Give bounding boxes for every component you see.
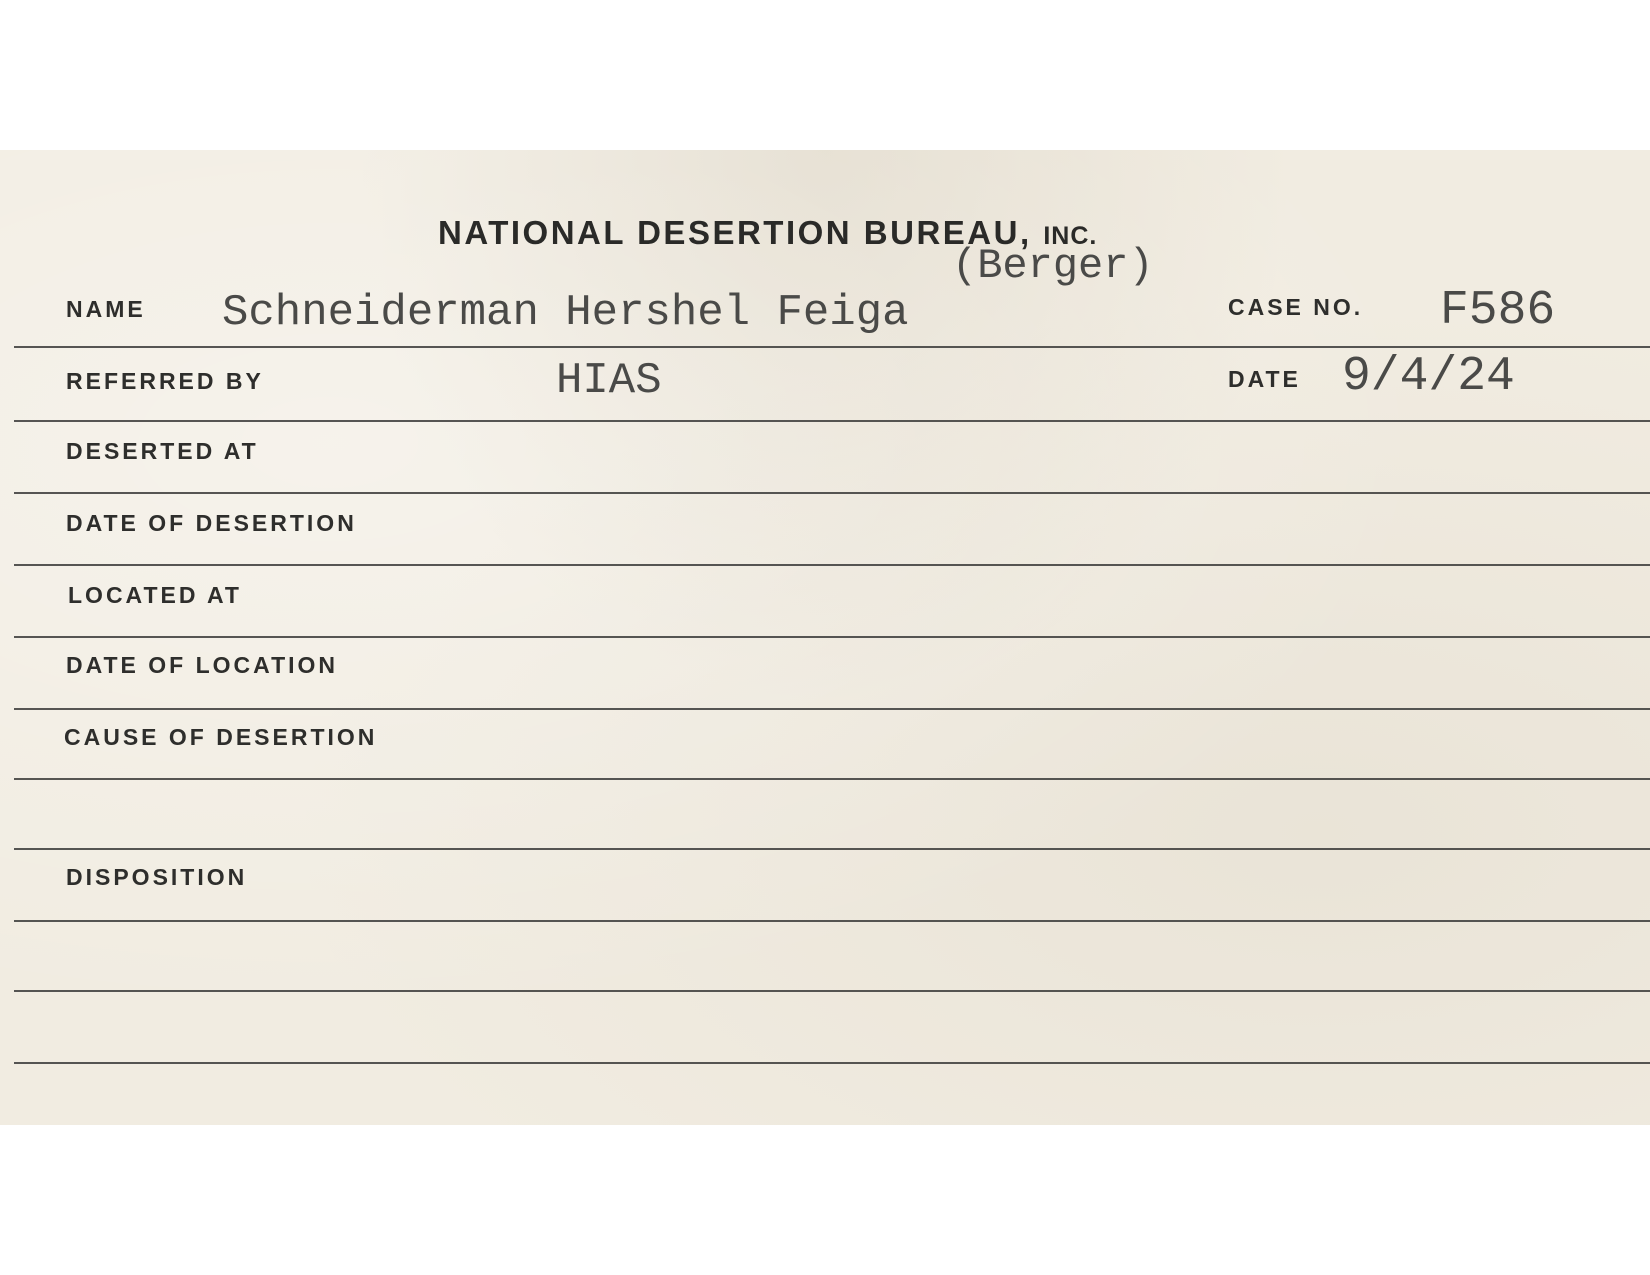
card-title-suffix: INC. (1043, 222, 1098, 250)
referred-by-value: HIAS (556, 356, 662, 406)
rule-date-of-desertion (14, 564, 1650, 566)
rule-blank-1 (14, 848, 1650, 850)
date-value: 9/4/24 (1342, 350, 1515, 404)
rule-disposition (14, 920, 1650, 922)
case-no-label: CASE NO. (1228, 294, 1364, 320)
cause-of-desertion-label: CAUSE OF DESERTION (64, 724, 378, 750)
rule-blank-3 (14, 1062, 1650, 1064)
rule-name (14, 346, 1650, 348)
rule-date-of-location (14, 708, 1650, 710)
card-title-text: NATIONAL DESERTION BUREAU, (438, 214, 1032, 251)
index-card (0, 150, 1650, 1125)
rule-deserted-at (14, 492, 1650, 494)
rule-cause-of-desertion (14, 778, 1650, 780)
referred-by-label: REFERRED BY (66, 368, 264, 394)
rule-referred-by (14, 420, 1650, 422)
date-label: DATE (1228, 366, 1301, 392)
deserted-at-label: DESERTED AT (66, 438, 259, 464)
rule-located-at (14, 636, 1650, 638)
case-no-value: F586 (1440, 284, 1556, 338)
date-of-location-label: DATE OF LOCATION (66, 652, 339, 678)
disposition-label: DISPOSITION (66, 864, 248, 890)
located-at-label: LOCATED AT (68, 582, 242, 608)
date-of-desertion-label: DATE OF DESERTION (66, 510, 357, 536)
rule-blank-2 (14, 990, 1650, 992)
name-value: Schneiderman Hershel Feiga (222, 288, 909, 338)
annotation-berger: (Berger) (952, 242, 1154, 290)
name-label: NAME (66, 296, 146, 322)
